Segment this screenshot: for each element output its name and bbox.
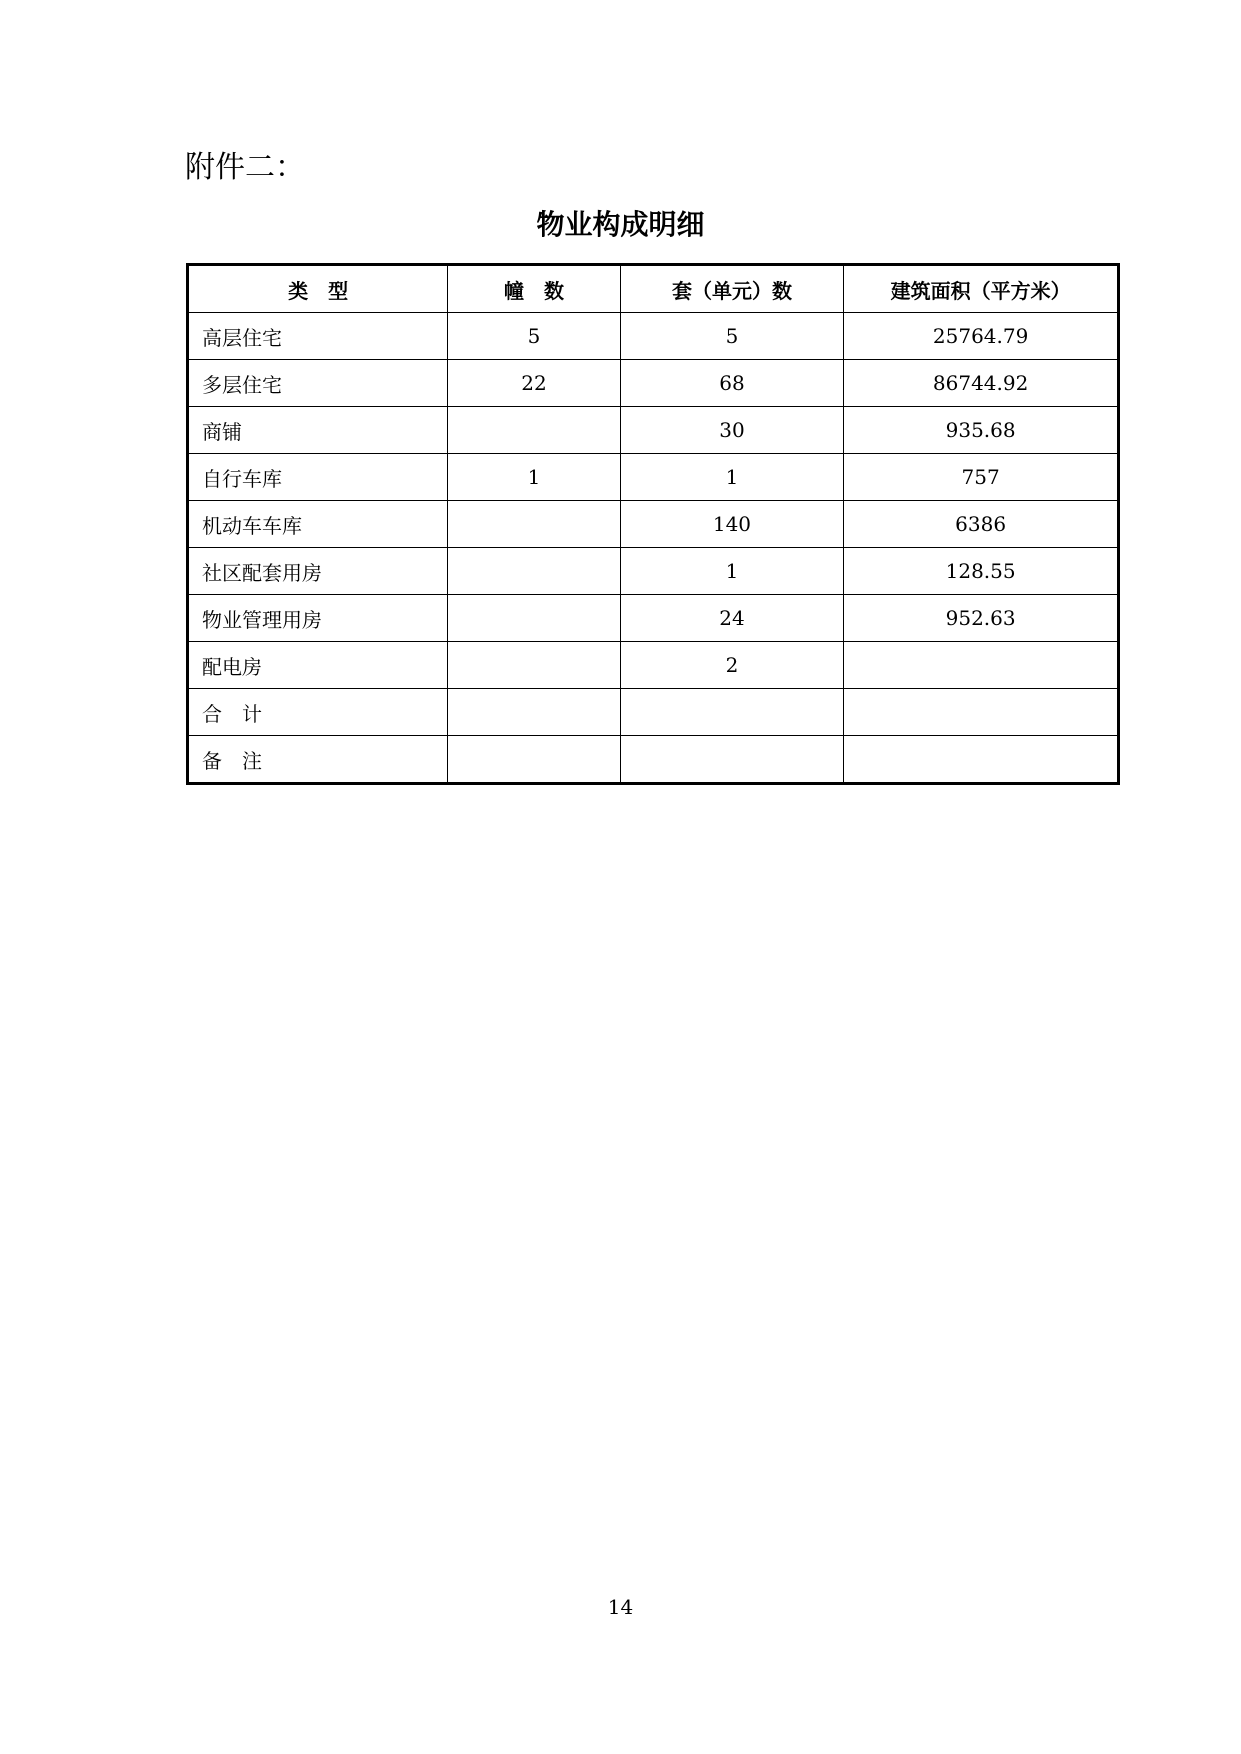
cell-buildings — [448, 689, 620, 736]
cell-units: 1 — [620, 548, 844, 595]
cell-buildings — [448, 548, 620, 595]
header-buildings: 幢 数 — [448, 265, 620, 313]
header-area: 建筑面积（平方米） — [844, 265, 1119, 313]
cell-area: 6386 — [844, 501, 1119, 548]
cell-units: 1 — [620, 454, 844, 501]
cell-area — [844, 736, 1119, 784]
cell-area — [844, 689, 1119, 736]
cell-area: 86744.92 — [844, 360, 1119, 407]
property-composition-table — [186, 263, 1120, 785]
cell-type: 配电房 — [188, 642, 448, 689]
table-row — [188, 501, 1119, 548]
table-row — [188, 407, 1119, 454]
cell-type: 物业管理用房 — [188, 595, 448, 642]
table-row — [188, 548, 1119, 595]
document-title: 物业构成明细 — [536, 208, 705, 241]
cell-buildings — [448, 642, 620, 689]
cell-buildings — [448, 595, 620, 642]
cell-buildings: 22 — [448, 360, 620, 407]
cell-type: 社区配套用房 — [188, 548, 448, 595]
cell-type: 机动车车库 — [188, 501, 448, 548]
header-type: 类 型 — [188, 265, 448, 313]
cell-units — [620, 736, 844, 784]
cell-units — [620, 689, 844, 736]
cell-area: 25764.79 — [844, 313, 1119, 360]
attachment-heading: 附件二： — [185, 150, 305, 185]
cell-type: 高层住宅 — [188, 313, 448, 360]
cell-type: 合 计 — [188, 689, 448, 736]
cell-area: 128.55 — [844, 548, 1119, 595]
table-row — [188, 642, 1119, 689]
cell-type: 备 注 — [188, 736, 448, 784]
cell-area: 757 — [844, 454, 1119, 501]
table-row-remarks — [188, 736, 1119, 784]
table-header-row — [188, 265, 1119, 313]
cell-buildings — [448, 736, 620, 784]
cell-type: 自行车库 — [188, 454, 448, 501]
table-row — [188, 313, 1119, 360]
cell-units: 68 — [620, 360, 844, 407]
page-number: 14 — [607, 1595, 634, 1619]
table-row — [188, 454, 1119, 501]
cell-buildings — [448, 501, 620, 548]
cell-units: 140 — [620, 501, 844, 548]
cell-area — [844, 642, 1119, 689]
table-row — [188, 360, 1119, 407]
cell-units: 5 — [620, 313, 844, 360]
cell-buildings — [448, 407, 620, 454]
cell-type: 多层住宅 — [188, 360, 448, 407]
table-row-total — [188, 689, 1119, 736]
cell-units: 2 — [620, 642, 844, 689]
cell-area: 952.63 — [844, 595, 1119, 642]
cell-buildings: 5 — [448, 313, 620, 360]
cell-area: 935.68 — [844, 407, 1119, 454]
cell-buildings: 1 — [448, 454, 620, 501]
table-row — [188, 595, 1119, 642]
cell-units: 24 — [620, 595, 844, 642]
cell-units: 30 — [620, 407, 844, 454]
cell-type: 商铺 — [188, 407, 448, 454]
header-units: 套（单元）数 — [620, 265, 844, 313]
